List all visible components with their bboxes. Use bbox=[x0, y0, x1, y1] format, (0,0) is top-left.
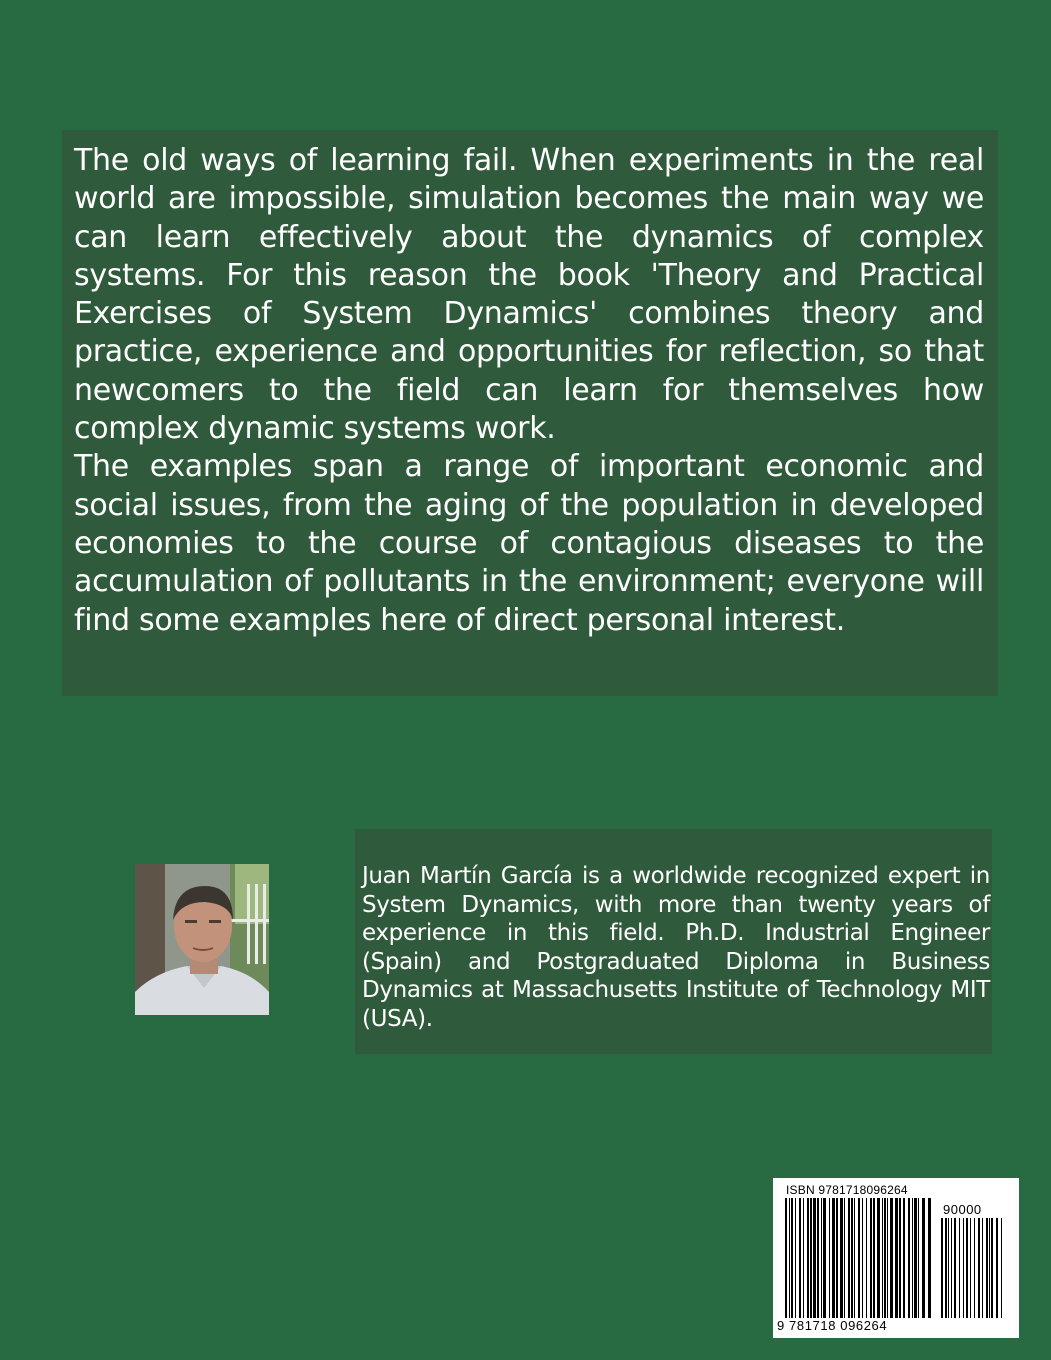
isbn-barcode bbox=[773, 1178, 1019, 1338]
barcode-digits: 9 781718 096264 bbox=[777, 1318, 888, 1333]
barcode-bars bbox=[783, 1198, 1009, 1320]
blurb-paragraph-2: The examples span a range of important economic and social issues, from the aging of the population in developed economies to the course of contagious diseases to the accumulation of pollutants in the environment; everyone will find some examples here of direct personal interest. bbox=[74, 449, 984, 638]
author-bio-text: Juan Martín García is a worldwide recognized expert in System Dynamics, with more than twenty years of experience in this field. Ph.D. Industrial Engineer (Spain) and Postgraduated Diploma in Business Dynamics at Massachusetts Institute of Technology MIT (USA). bbox=[362, 863, 990, 1032]
author-bio bbox=[355, 829, 992, 1054]
isbn-label: ISBN 9781718096264 bbox=[786, 1183, 908, 1197]
blurb-paragraph-1: The old ways of learning fail. When experiments in the real world are impossible, simulation becomes the main way we can learn effectively about the dynamics of complex systems. For this reason the book 'Theory and Practical Exercises of System Dynamics' combines theory and practice, experience and opportunities for reflection, so that newcomers to the field can learn for themselves how complex dynamic systems work. bbox=[74, 143, 984, 447]
price-code: 90000 bbox=[943, 1202, 982, 1217]
author-photo bbox=[135, 864, 269, 1015]
book-blurb bbox=[62, 130, 998, 696]
